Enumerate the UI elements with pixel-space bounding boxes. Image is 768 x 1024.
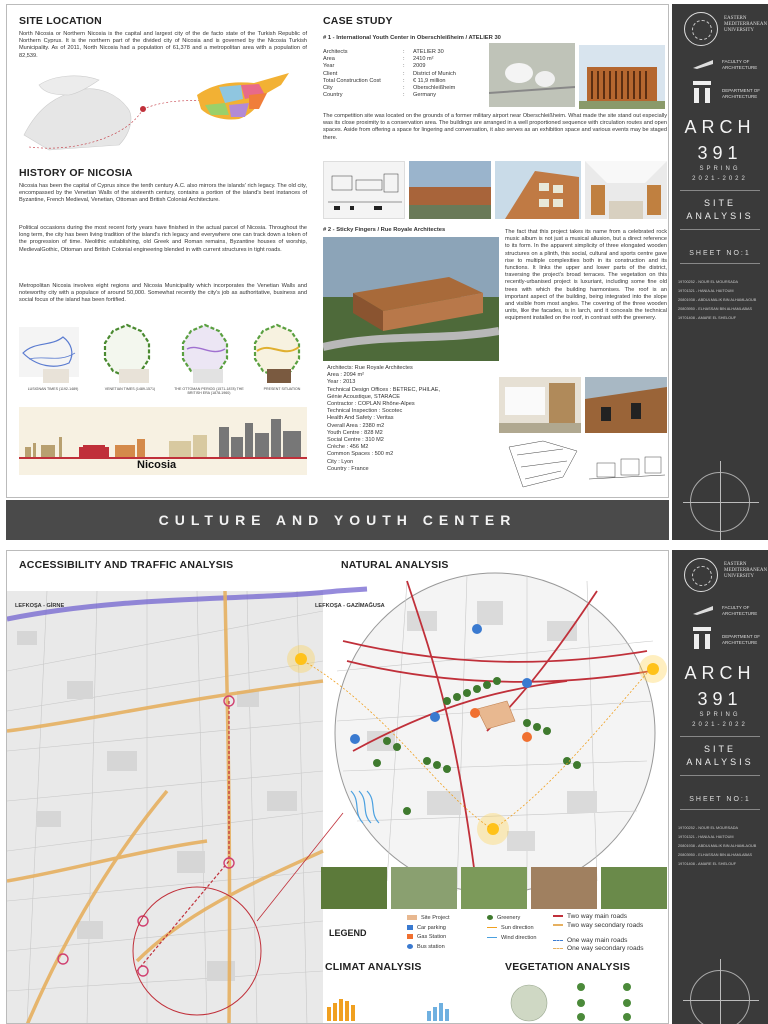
sheet-number: SHEET NO:1 [689, 796, 751, 803]
case-2-spec: Youth Centre : 828 M2 [327, 429, 383, 436]
legend-gas-station: Gas Station [417, 934, 447, 940]
case-2-spec: Common Spaces : 500 m2 [327, 451, 394, 458]
case-2-spec: Contractor : COPLAN Rhône-Alpes [327, 401, 415, 408]
natural-analysis-title: NATURAL ANALYSIS [341, 559, 449, 571]
divider [680, 229, 760, 230]
sheet-2 [0, 546, 768, 1024]
period-labels [23, 387, 317, 397]
case-1-row: Architects : ATELIER 30 [323, 49, 444, 55]
university-seal-icon [684, 12, 718, 46]
student-entry: 19701408 - AMARE EL SHELOUF [678, 316, 737, 320]
department-logo-icon [692, 626, 712, 650]
student-entry: 20803950 - ELHASSAN BIN ALHAMLABAS [678, 307, 753, 311]
legend-sun-direction: Sun direction [501, 925, 534, 931]
case-1-exterior-photo [409, 161, 491, 219]
gas-station-icon [407, 934, 413, 939]
sheet-1-title-band [6, 500, 669, 540]
case-2-spec: Health And Safety : Veritas [327, 415, 394, 422]
student-entry: 19701321 - HANIA AL HAITOUM [678, 835, 734, 839]
period-label-ottoman-british: THE OTTOMAN PERIOD (1571-1878) THE BRITISH ERA (1878-1960) [174, 387, 244, 395]
course-name: ARCH [684, 117, 756, 137]
site-location-maps [19, 65, 309, 153]
nicosia-skyline-banner [19, 407, 307, 475]
student-entry: 20801938 - ABDULMALIK BIN ALHAMLAOUB [678, 844, 757, 848]
vegetation-analysis-title: VEGETATION ANALYSIS [505, 961, 631, 973]
student-entry: 20801938 - ABDULMALIK BIN ALHAMLAOUB [678, 298, 757, 302]
case-1-table [323, 49, 456, 99]
case-2-spec: Country : France [327, 465, 369, 472]
case-2-interior-photo [499, 377, 581, 433]
course-number: 391 [697, 689, 743, 709]
university-name: EASTERN MEDITERRANEAN UNIVERSITY [724, 16, 768, 33]
case-1-interior-photo [585, 161, 667, 219]
divider [680, 736, 760, 737]
case-2-spec: Architects: Rue Royale Architectes [327, 365, 413, 371]
case-1-drawing [323, 161, 405, 219]
case-2-section-drawing [587, 445, 667, 485]
legend-wind-direction: Wind direction [501, 935, 537, 941]
student-entry: 19701408 - AMARE EL SHELOUF [678, 862, 737, 866]
legend-two-way-secondary: Two way secondary roads [567, 922, 644, 929]
faculty-logo-icon [692, 56, 714, 70]
period-label-venetian: VENETIAN TIMES (1489-1571) [104, 387, 156, 391]
case-1-row: City : Oberschleißheim [323, 85, 456, 92]
case-2-spec: Génie Acoustique, STARACE [327, 393, 400, 400]
period-label-present: PRESENT SITUATION [263, 387, 301, 391]
road-label-girne: LEFKOŞA - GİRNE [15, 603, 65, 609]
department-name: DEPARTMENT OF ARCHITECTURE [722, 634, 761, 645]
historical-sketches [19, 365, 313, 387]
case-1-row: Client : District of Munich [323, 70, 456, 77]
legend [321, 913, 669, 953]
case-1-facade-photo [495, 161, 581, 219]
legend-one-way-main: One way main roads [567, 937, 628, 944]
legend-greenery: Greenery [497, 915, 521, 921]
case-2-spec: Year : 2013 [327, 379, 356, 386]
site-location-title: SITE LOCATION [19, 15, 102, 27]
case-2-spec: City : Lyon [327, 458, 354, 465]
student-entry: 19700252 - NOUR EL MOURSADA [678, 826, 738, 830]
sheet-topic-2: ANALYSIS [686, 757, 754, 767]
legend-car-parking: Car parking [417, 925, 446, 931]
one-way-main-swatch [553, 940, 563, 941]
case-2-spec: Social Centre : 310 M2 [327, 437, 384, 444]
university-seal-icon [684, 558, 718, 592]
legend-site-project: Site Project [421, 915, 450, 921]
case-2-exterior-photo [585, 377, 667, 433]
divider [680, 775, 760, 776]
car-parking-icon [407, 925, 413, 930]
case-2-title: # 2 - Sticky Fingers / Rue Royale Architectes [323, 227, 446, 233]
case-2-text: The fact that this project takes its name from a celebrated rock music album is not just a musical allusion, but a direct reference to its form. In the apparent simplicity of three elongated wooden structures on a plinth, this social, cultural and sports centre gave rise to multiple complexities both in its construction and its functions. It links the upper and lower parts of the district, traversing the project's broad terraces. The vegetation on this recently-urbanised project is luxuriant, including some fine old trees with which the building harmonises. The roof is an important aspect of the building, being integrated into the slope and visible from most angles. The covering of the three wooden units, like the facades, is in larch, and it conceals the technical equipment installed on the roof, in contrast with the greenery. [505, 229, 667, 322]
greenery-icon [487, 915, 493, 920]
course-term: SPRING [699, 166, 741, 172]
course-number: 391 [697, 143, 743, 163]
case-2-main-photo [323, 237, 499, 361]
faculty-name: FACULTY OF ARCHITECTURE [722, 605, 758, 616]
case-1-row: Country : Germany [323, 92, 437, 99]
sheet-topic-2: ANALYSIS [686, 211, 754, 221]
divider [680, 190, 760, 191]
project-title: CULTURE AND YOUTH CENTER [158, 512, 517, 528]
divider [680, 809, 760, 810]
case-1-text: The competition site was located on the grounds of a former military airport near Oberschleißheim. What made the site stand out especially was its close proximity to a conservation area. The buildings are arranged in a well proportioned sequence with circulation routes and open spaces. Aside from offering a space for lingering and conversation, it also serves as an exhibition space and various events may be staged there. [323, 113, 667, 141]
sheet-1-info-column [672, 4, 768, 540]
legend-two-way-main: Two way main roads [567, 913, 628, 920]
case-1-row: Year : 2009 [323, 63, 426, 70]
history-title: HISTORY OF NICOSIA [19, 167, 133, 179]
sheet-2-board [6, 550, 669, 1024]
road-label-gazimagusa: LEFKOŞA - GAZİMAĞUSA [315, 603, 385, 609]
student-list [678, 278, 762, 323]
two-way-main-swatch [553, 915, 563, 917]
case-2-specs [327, 365, 497, 473]
divider [680, 263, 760, 264]
sheet-topic-1: SITE [703, 744, 736, 754]
sheet-2-info-column [672, 550, 768, 1024]
department-logo-icon [692, 80, 712, 104]
case-1-title: # 1 - International Youth Center in Oberschleißheim / ATELIER 30 [323, 35, 501, 41]
skyline-label: Nicosia [137, 459, 177, 471]
case-2-plan-drawing [503, 437, 583, 493]
sheet-topic-1: SITE [703, 198, 736, 208]
compass-icon [690, 472, 750, 532]
case-2-spec: Technical Inspection : Socotec [327, 408, 403, 415]
legend-title: LEGEND [329, 928, 367, 938]
bus-station-icon [407, 944, 413, 949]
two-way-secondary-swatch [553, 924, 563, 926]
course-name: ARCH [684, 663, 756, 683]
wind-direction-swatch [487, 937, 497, 938]
case-1-site-plan-photo [489, 43, 575, 107]
faculty-name: FACULTY OF ARCHITECTURE [722, 59, 758, 70]
case-1-row: Area : 2410 m² [323, 56, 434, 63]
site-project-swatch [407, 915, 417, 920]
student-entry: 20803950 - ELHASSAN BIN ALHAMLABAS [678, 853, 753, 857]
course-year: 2021-2022 [692, 722, 748, 728]
student-list [678, 824, 762, 869]
faculty-logo-icon [692, 602, 714, 616]
case-2-spec: Overall Area : 2380 m2 [327, 422, 385, 429]
period-label-lusignan: LUSIGNAN TIMES (1192-1489) [27, 387, 79, 391]
legend-one-way-secondary: One way secondary roads [567, 945, 644, 952]
case-1-row: Total Construction Cost : € 11,9 million [323, 77, 446, 84]
department-name: DEPARTMENT OF ARCHITECTURE [722, 88, 761, 99]
student-entry: 19701321 - HANIA AL HAITOUM [678, 289, 734, 293]
case-1-building-photo [579, 45, 665, 109]
history-paragraph-3: Metropolitan Nicosia involves eight regions and Nicosia Municipality which incorporates the Venetian Walls and noteworthy city with a populace of around 50,000. Somewhat recently the city's job as authoritative, business and social focus of the island has been fortified. [19, 283, 307, 304]
course-year: 2021-2022 [692, 176, 748, 182]
case-2-spec: Crèche : 456 M2 [327, 444, 369, 451]
accessibility-title: ACCESSIBILITY AND TRAFFIC ANALYSIS [19, 559, 234, 571]
case-2-spec: Technical Design Offices : BETREC, PHILAE, [327, 386, 441, 393]
site-analysis-maps [7, 551, 669, 1024]
case-2-spec: Area : 2094 m² [327, 372, 364, 379]
course-term: SPRING [699, 712, 741, 718]
site-location-text: North Nicosia or Northern Nicosia is the capital and largest city of the de facto state of the Turkish Republic of Northern Cyprus. It is the northern part of the divided city of Nicosia and is governed by the Nicosia Turkish Municipality. As of 2011, North Nicosia had a population of 61,378 and a metropolitan area with a population of 82,539. [19, 31, 307, 59]
one-way-secondary-swatch [553, 948, 563, 949]
sheet-number: SHEET NO:1 [689, 250, 751, 257]
legend-bus-station: Bus station [417, 944, 445, 950]
compass-icon [690, 970, 750, 1024]
university-name: EASTERN MEDITERRANEAN UNIVERSITY [724, 562, 768, 579]
history-paragraph-1: Nicosia has been the capital of Cyprus since the tenth century A.C. also mirrors the islands' rich legacy. The old city, encompassed by the Venetian Walls of the sixteenth century, contains a portion of the island's best instances of Byzantine, French Medieval, Venetian, Ottoman and British Colonial Architecture. [19, 183, 307, 204]
sheet-1-board [6, 4, 669, 498]
climat-analysis-title: CLIMAT ANALYSIS [325, 961, 422, 973]
history-paragraph-2: Political occasions during the most recent forty years have finished in the actual parcel of Nicosia. Throughout the long term, the city has been living tradition of the island's rich legacy and everywhere one can track down a token of the progression of time. Neolithic establishing, old Greek and Roman remains, Byzantine houses of worship, MedievalGothic, Ottoman and British Colonial engineering blended in with current structures in tight roads. [19, 225, 307, 253]
case-study-title: CASE STUDY [323, 15, 393, 27]
sun-direction-swatch [487, 927, 497, 928]
student-entry: 19700252 - NOUR EL MOURSADA [678, 280, 738, 284]
